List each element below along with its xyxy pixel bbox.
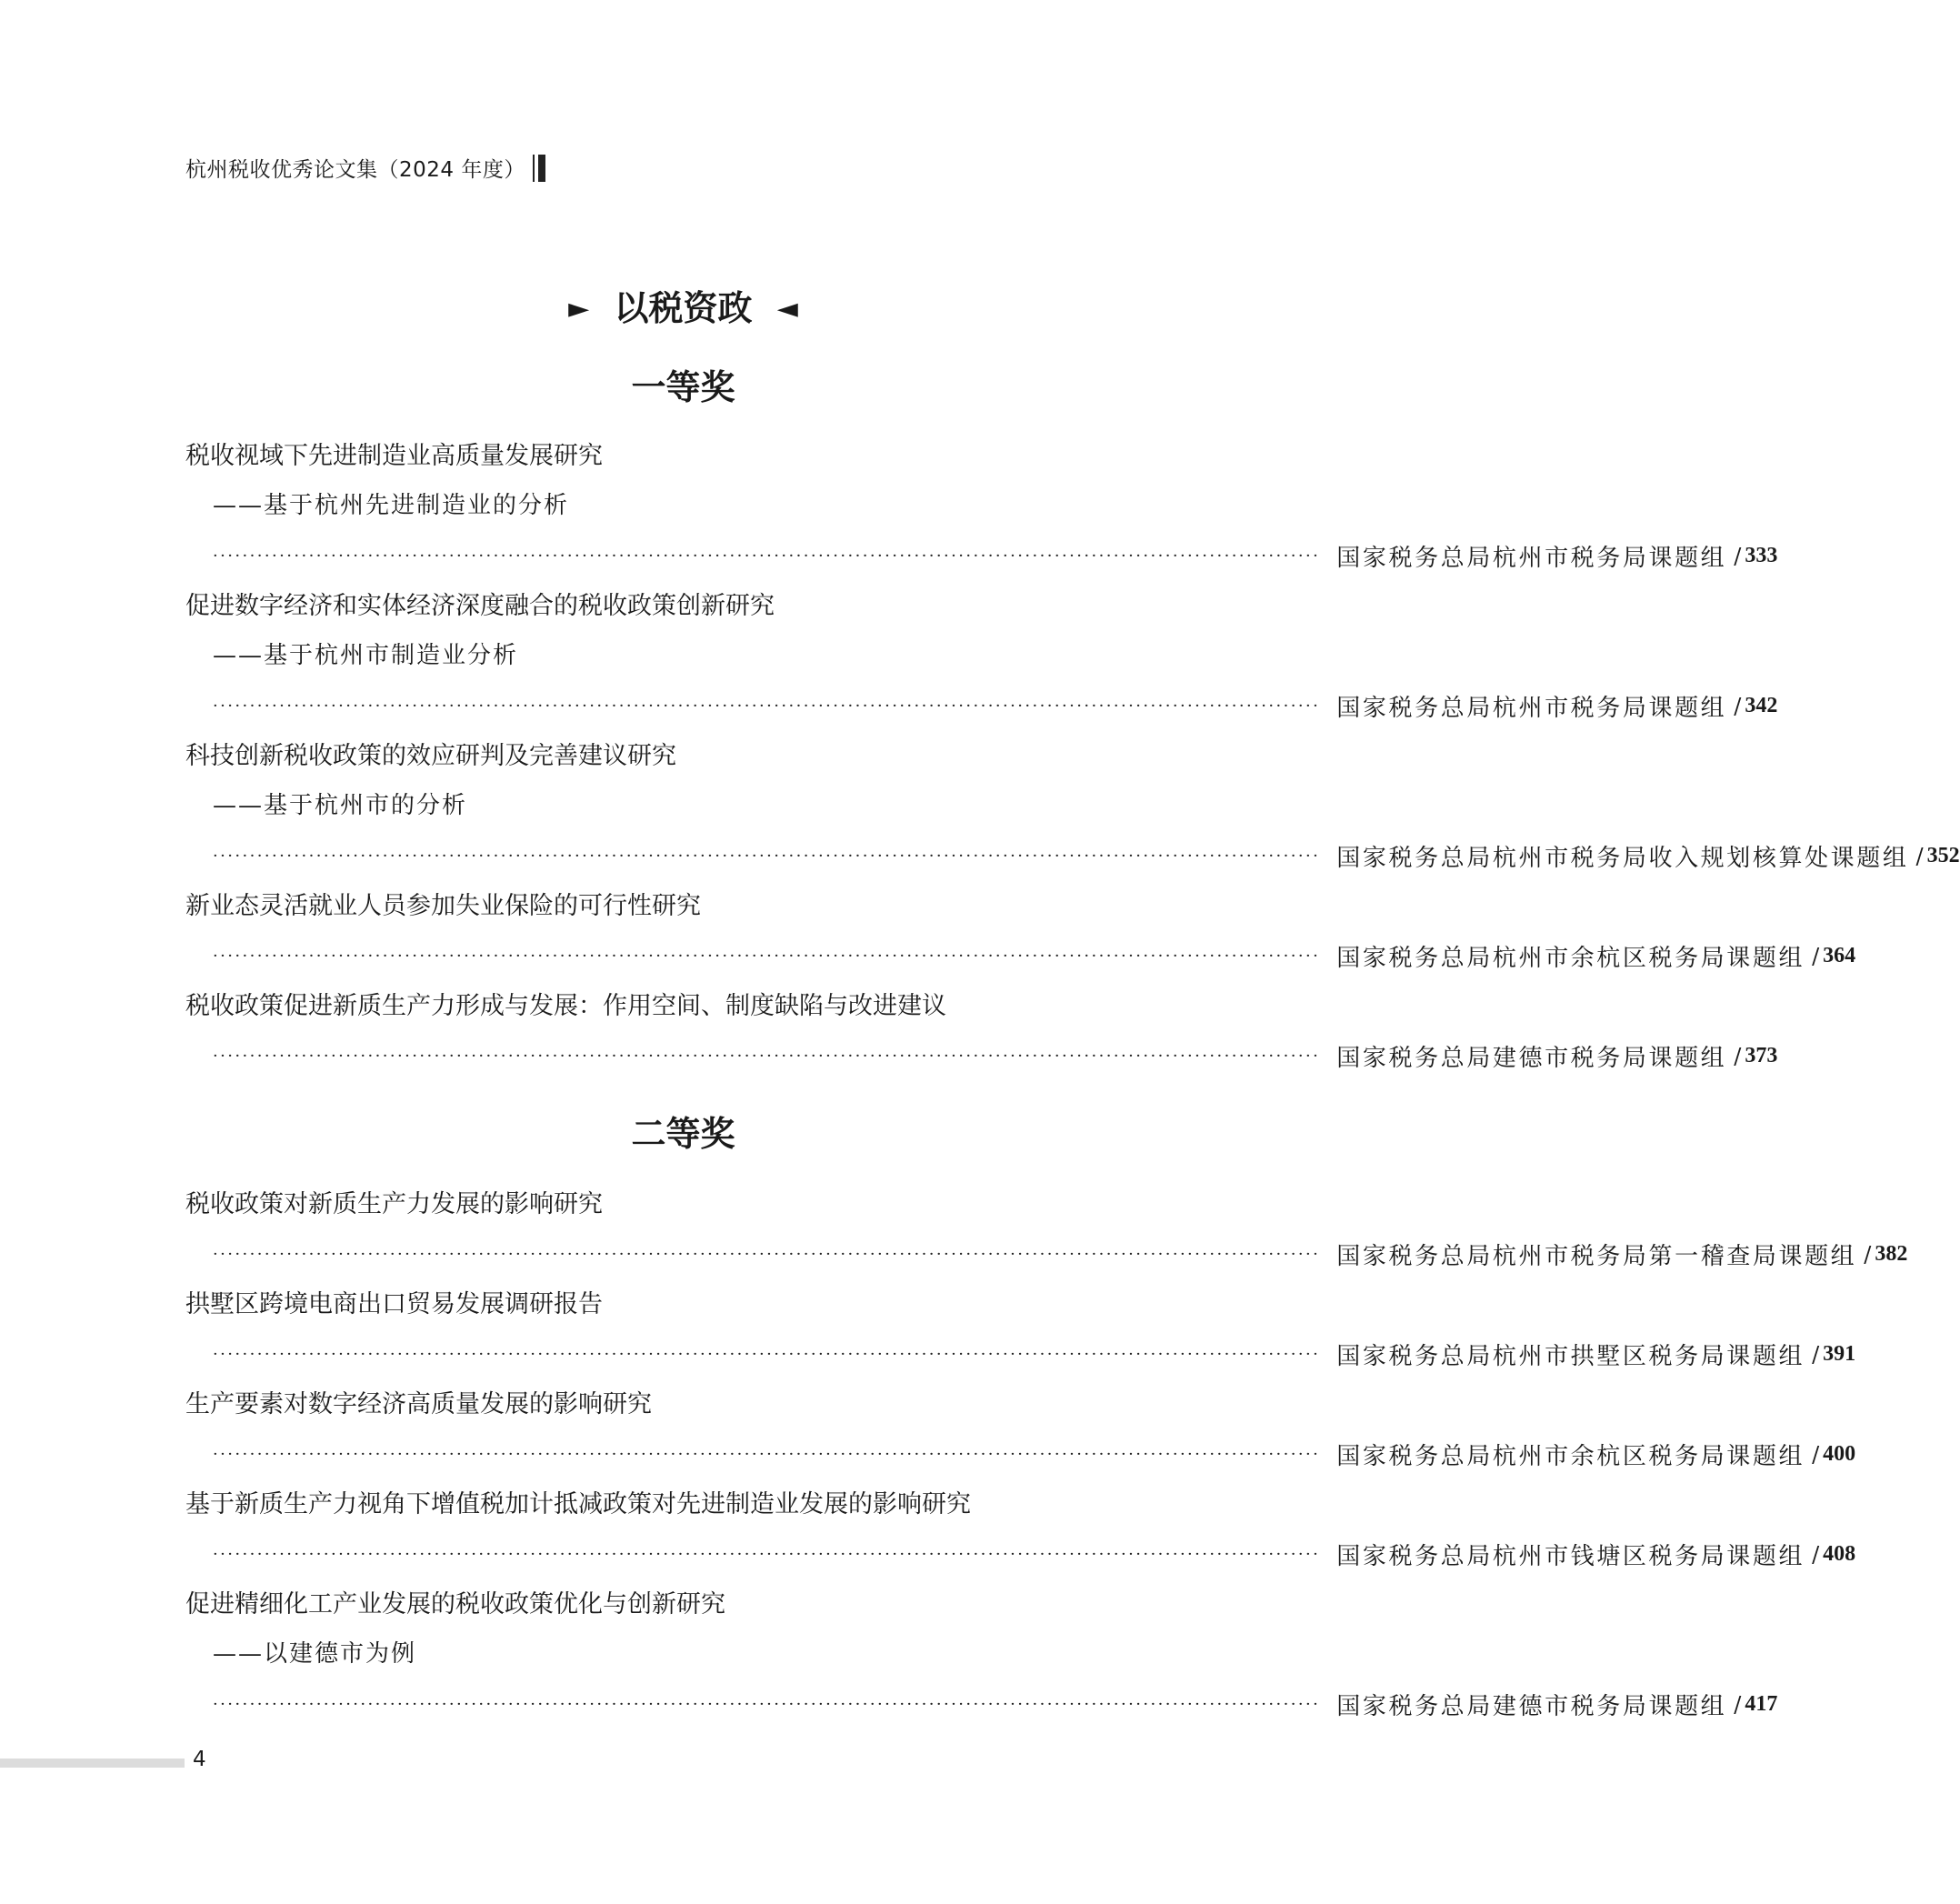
slash-separator: / bbox=[1812, 1341, 1820, 1368]
entry-page-number[interactable]: 342 bbox=[1745, 694, 1778, 717]
slash-separator: / bbox=[1812, 1441, 1820, 1468]
entry-page-number[interactable]: 373 bbox=[1745, 1044, 1778, 1067]
award-heading-first: 一等奖 bbox=[631, 366, 735, 407]
toc-entry bbox=[185, 431, 1778, 581]
entry-author: 国家税务总局建德市税务局课题组 bbox=[1336, 1045, 1727, 1072]
dot-leader: ······················································································································································ bbox=[213, 1245, 1321, 1264]
running-header bbox=[185, 153, 545, 183]
entry-source-line bbox=[185, 1679, 1778, 1729]
entry-subtitle: ——基于杭州市制造业分析 bbox=[213, 642, 519, 669]
slash-separator: / bbox=[1915, 843, 1924, 869]
dot-leader: ······················································································································································ bbox=[213, 1695, 1321, 1714]
header-thin-bar bbox=[533, 155, 535, 182]
entry-subtitle: ——基于杭州先进制造业的分析 bbox=[213, 492, 570, 519]
entry-subtitle: ——基于杭州市的分析 bbox=[213, 792, 468, 819]
entry-source-line bbox=[185, 1329, 1856, 1379]
entry-author: 国家税务总局杭州市余杭区税务局课题组 bbox=[1336, 945, 1805, 972]
entry-title: 促进数字经济和实体经济深度融合的税收政策创新研究 bbox=[185, 592, 775, 620]
entry-source-line bbox=[185, 1031, 1778, 1081]
entry-title: 促进精细化工产业发展的税收政策优化与创新研究 bbox=[185, 1590, 725, 1618]
entry-author: 国家税务总局杭州市税务局课题组 bbox=[1336, 545, 1727, 572]
entry-source-line bbox=[185, 1429, 1856, 1479]
slash-separator: / bbox=[1734, 543, 1742, 569]
entry-title: 税收政策对新质生产力发展的影响研究 bbox=[185, 1190, 603, 1218]
entry-page-number[interactable]: 417 bbox=[1745, 1692, 1778, 1716]
dot-leader: ······················································································································································ bbox=[213, 1345, 1321, 1364]
entry-subtitle: ——以建德市为例 bbox=[213, 1640, 417, 1668]
toc-list-first-prize bbox=[185, 431, 1960, 1081]
entry-source-line bbox=[185, 681, 1778, 731]
section-title-text: 以税资政 bbox=[614, 287, 753, 328]
award-heading-second: 二等奖 bbox=[631, 1113, 735, 1154]
slash-separator: / bbox=[1812, 1541, 1820, 1568]
entry-title: 生产要素对数字经济高质量发展的影响研究 bbox=[185, 1390, 652, 1418]
slash-separator: / bbox=[1864, 1241, 1872, 1268]
toc-entry bbox=[185, 1279, 1856, 1379]
footer-rule bbox=[0, 1759, 185, 1768]
dot-leader: ······················································································································································ bbox=[213, 1545, 1321, 1564]
entry-author: 国家税务总局建德市税务局课题组 bbox=[1336, 1693, 1727, 1720]
left-triangle-icon: ◄ bbox=[776, 293, 798, 325]
entry-title: 税收政策促进新质生产力形成与发展：作用空间、制度缺陷与改进建议 bbox=[185, 992, 946, 1020]
dot-leader: ······················································································································································ bbox=[213, 546, 1321, 566]
toc-entry bbox=[185, 731, 1960, 881]
entry-author: 国家税务总局杭州市税务局课题组 bbox=[1336, 695, 1727, 722]
entry-page-number[interactable]: 400 bbox=[1823, 1442, 1856, 1466]
header-thick-bar bbox=[538, 155, 545, 182]
right-triangle-icon: ► bbox=[568, 293, 590, 325]
dot-leader: ······················································································································································ bbox=[213, 847, 1321, 866]
entry-page-number[interactable]: 382 bbox=[1875, 1242, 1908, 1266]
entry-author: 国家税务总局杭州市税务局第一稽查局课题组 bbox=[1336, 1243, 1857, 1270]
slash-separator: / bbox=[1734, 1691, 1742, 1718]
toc-entry bbox=[185, 881, 1856, 981]
dot-leader: ······················································································································································ bbox=[213, 1445, 1321, 1464]
page-number: 4 bbox=[193, 1748, 206, 1771]
entry-author: 国家税务总局杭州市税务局收入规划核算处课题组 bbox=[1336, 845, 1909, 872]
toc-entry bbox=[185, 1579, 1778, 1729]
entry-source-line bbox=[185, 931, 1856, 981]
toc-entry bbox=[185, 981, 1778, 1081]
section-title bbox=[0, 280, 1366, 330]
entry-source-line bbox=[185, 831, 1960, 881]
toc-entry bbox=[185, 1179, 1908, 1279]
entry-page-number[interactable]: 364 bbox=[1823, 944, 1856, 967]
entry-page-number[interactable]: 352 bbox=[1926, 844, 1960, 867]
entry-author: 国家税务总局杭州市钱塘区税务局课题组 bbox=[1336, 1543, 1805, 1570]
slash-separator: / bbox=[1734, 693, 1742, 719]
running-header-title: 杭州税收优秀论文集（2024 年度） bbox=[185, 158, 525, 182]
entry-title: 科技创新税收政策的效应研判及完善建议研究 bbox=[185, 742, 676, 770]
entry-source-line bbox=[185, 1529, 1856, 1579]
entry-author: 国家税务总局杭州市余杭区税务局课题组 bbox=[1336, 1443, 1805, 1470]
entry-title: 基于新质生产力视角下增值税加计抵减政策对先进制造业发展的影响研究 bbox=[185, 1490, 971, 1518]
entry-page-number[interactable]: 333 bbox=[1745, 544, 1778, 567]
dot-leader: ······················································································································································ bbox=[213, 1047, 1321, 1066]
entry-page-number[interactable]: 408 bbox=[1823, 1542, 1856, 1566]
dot-leader: ······················································································································································ bbox=[213, 696, 1321, 716]
dot-leader: ······················································································································································ bbox=[213, 947, 1321, 966]
slash-separator: / bbox=[1734, 1043, 1742, 1069]
entry-title: 新业态灵活就业人员参加失业保险的可行性研究 bbox=[185, 892, 701, 920]
entry-page-number[interactable]: 391 bbox=[1823, 1342, 1856, 1366]
entry-source-line bbox=[185, 1229, 1908, 1279]
toc-list-second-prize bbox=[185, 1179, 1908, 1729]
entry-author: 国家税务总局杭州市拱墅区税务局课题组 bbox=[1336, 1343, 1805, 1370]
toc-entry bbox=[185, 1379, 1856, 1479]
entry-title: 税收视域下先进制造业高质量发展研究 bbox=[185, 442, 603, 470]
slash-separator: / bbox=[1812, 943, 1820, 969]
entry-source-line bbox=[185, 531, 1778, 581]
entry-title: 拱墅区跨境电商出口贸易发展调研报告 bbox=[185, 1290, 603, 1318]
toc-entry bbox=[185, 581, 1778, 731]
toc-entry bbox=[185, 1479, 1856, 1579]
